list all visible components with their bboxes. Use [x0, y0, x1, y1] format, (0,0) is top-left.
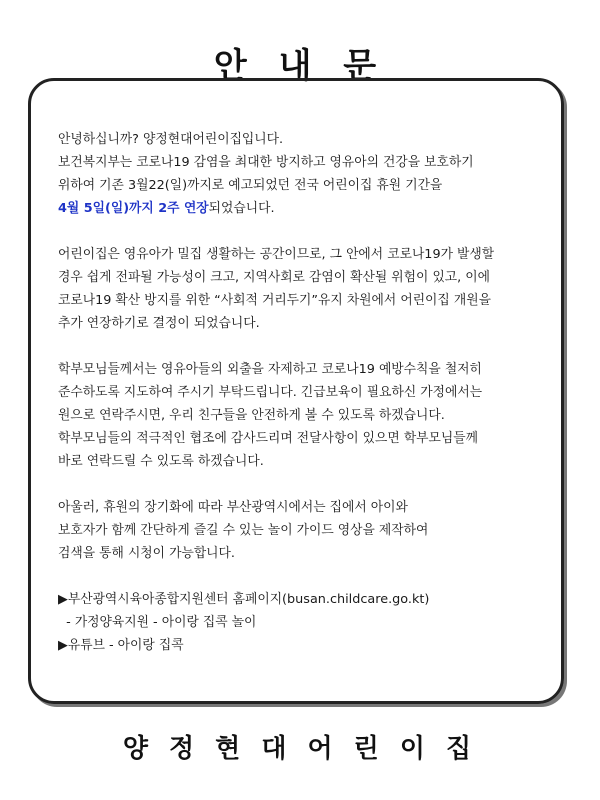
- link-childcare-center: ▶부산광역시육아종합지원센터 홈페이지(busan.childcare.go.kt): [58, 592, 430, 607]
- text-line: [58, 197, 558, 220]
- paragraph-guide: [58, 496, 558, 565]
- daycare-name: 양 정 현 대 어 린 이 집: [122, 734, 478, 764]
- text-line: 안녕하십니까? 양정현대어린이집입니다.: [58, 132, 284, 147]
- extension-highlight: 4월 5일(일)까지 2주 연장: [58, 201, 209, 216]
- text-line: 준수하도록 지도하여 주시기 부탁드립니다. 긴급보육이 필요하신 가정에서는: [58, 385, 483, 400]
- text-line: 학부모님들께서는 영유아들의 외출을 자제하고 코로나19 예방수칙을 철저히: [58, 362, 482, 377]
- text-line: 어린이집은 영유아가 밀집 생활하는 공간이므로, 그 안에서 코로나19가 발생할: [58, 247, 495, 262]
- text-fragment: 되었습니다.: [208, 201, 275, 216]
- link-childcare-sub: - 가정양육지원 - 아이랑 집콕 놀이: [58, 615, 257, 630]
- paragraph-greeting: [58, 128, 558, 220]
- text-line: 아울러, 휴원의 장기화에 따라 부산광역시에서는 집에서 아이와: [58, 500, 408, 515]
- text-line: 코로나19 확산 방지를 위한 “사회적 거리두기”유지 차원에서 어린이집 개원을: [58, 293, 491, 308]
- text-line: 추가 연장하기로 결정이 되었습니다.: [58, 316, 260, 331]
- text-line: 보건복지부는 코로나19 감염을 최대한 방지하고 영유아의 건강을 보호하기: [58, 155, 474, 170]
- text-line: 검색을 통해 시청이 가능합니다.: [58, 546, 235, 561]
- link-youtube: ▶유튜브 - 아이랑 집콕: [58, 638, 184, 653]
- text-line: 보호자가 함께 간단하게 즐길 수 있는 놀이 가이드 영상을 제작하여: [58, 523, 429, 538]
- text-line: 위하여 기존 3월22(일)까지로 예고되었던 전국 어린이집 휴원 기간을: [58, 178, 443, 193]
- notice-body: [58, 128, 558, 680]
- text-line: 경우 쉽게 전파될 가능성이 크고, 지역사회로 감염이 확산될 위험이 있고, 이에: [58, 270, 491, 285]
- text-line: 바로 연락드릴 수 있도록 하겠습니다.: [58, 454, 264, 469]
- notice-title: 안 내 문: [213, 46, 387, 86]
- text-line: 학부모님들의 적극적인 협조에 감사드리며 전달사항이 있으면 학부모님들께: [58, 431, 478, 446]
- text-line: 원으로 연락주시면, 우리 친구들을 안전하게 볼 수 있도록 하겠습니다.: [58, 408, 445, 423]
- resource-links: [58, 588, 558, 657]
- paragraph-request: [58, 358, 558, 473]
- paragraph-reason: [58, 243, 558, 335]
